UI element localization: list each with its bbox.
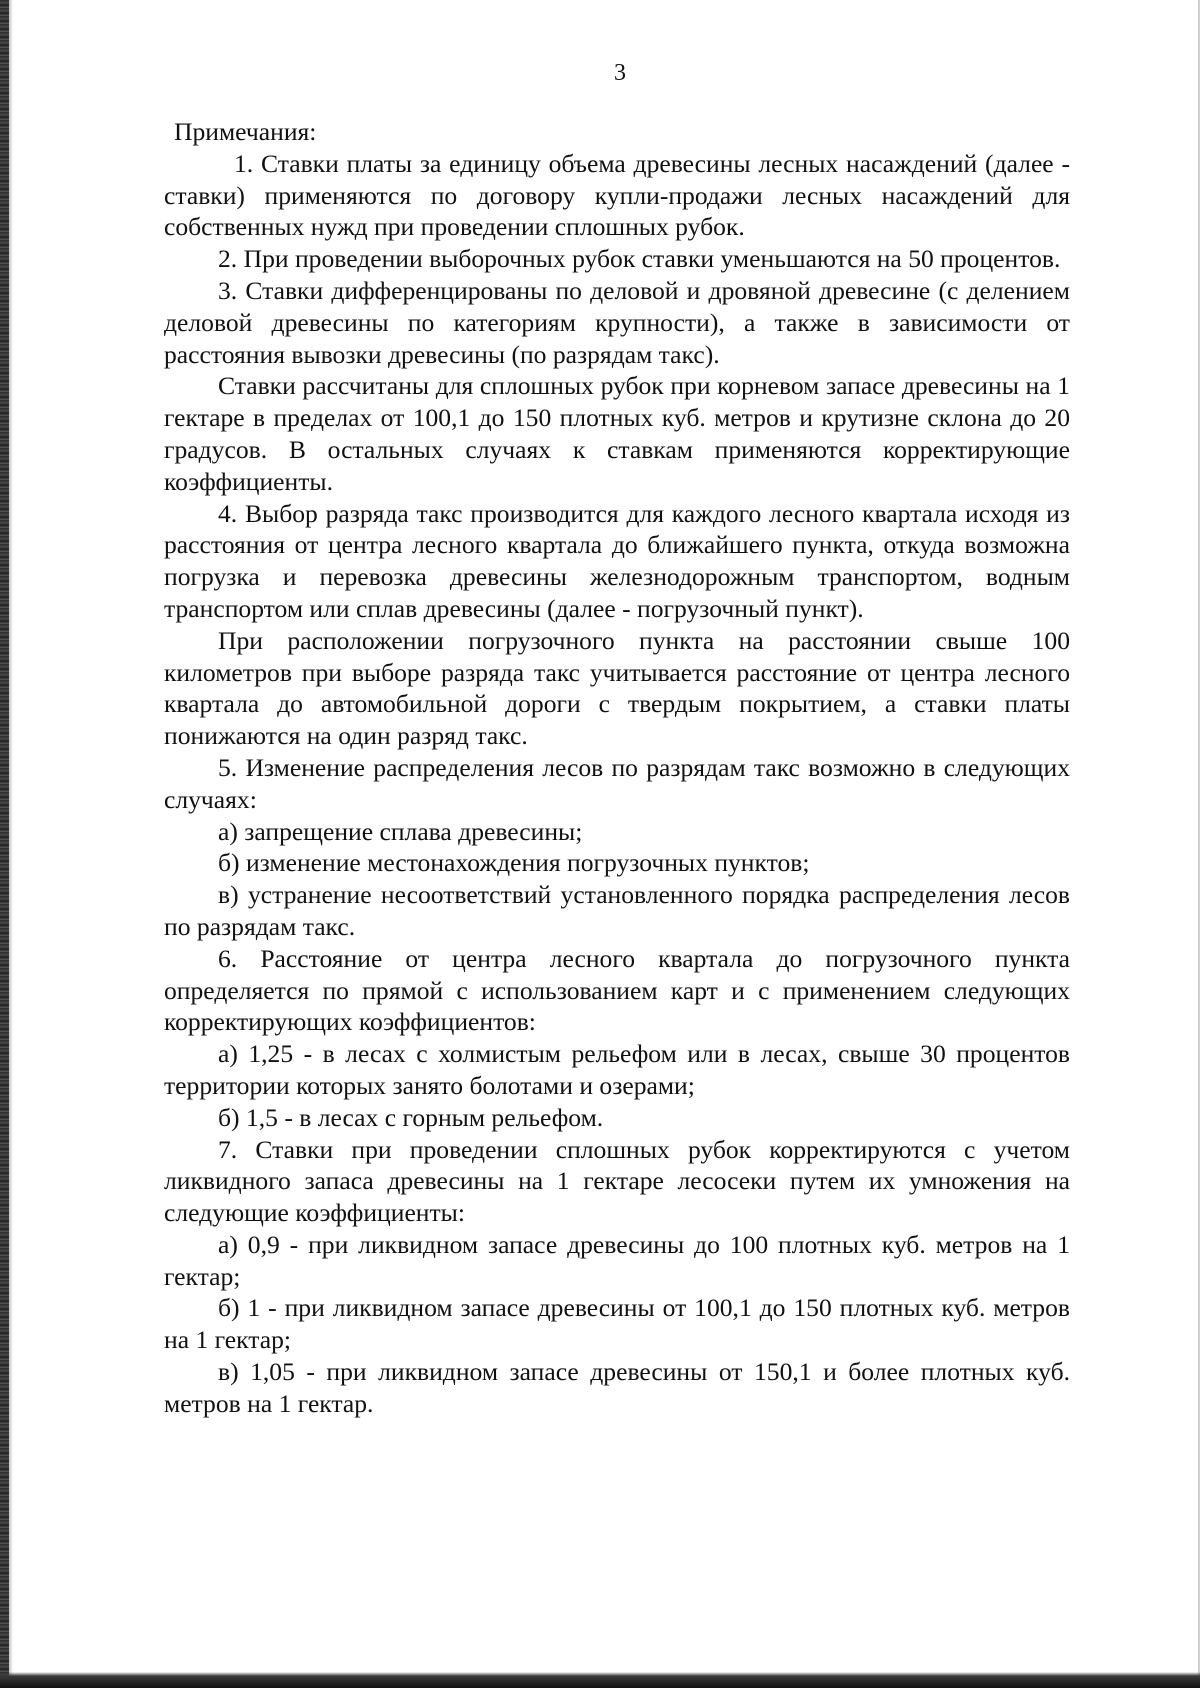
- notes-body: [164, 116, 1070, 1420]
- scan-left-edge: [0, 0, 9, 1688]
- note-item-6a: а) 1,25 - в лесах с холмистым рельефом или в лесах, свыше 30 процентов территории которых занято болотами и озерами;: [164, 1039, 1070, 1100]
- note-paragraph-5: 5. Изменение распределения лесов по разрядам такс возможно в следующих случаях:: [164, 752, 1070, 814]
- note-paragraph-4: 4. Выбор разряда такс производится для каждого лесного квартала исходя из расстояния от центра лесного квартала до ближайшего пункта, откуда возможна погрузка и перевозка древесины железнодорожным транспортом, водным транспортом или сплав древесины (далее - погрузочный пункт).: [164, 498, 1070, 623]
- note-paragraph-3: 3. Ставки дифференцированы по деловой и дровяной древесине (с делением деловой древесины по категориям крупности), а также в зависимости от расстояния вывозки древесины (по разрядам такс).: [164, 275, 1070, 369]
- note-item-5b: б) изменение местонахождения погрузочных пунктов;: [218, 848, 810, 878]
- note-paragraph-4-detail: При расположении погрузочного пункта на расстоянии свыше 100 километров при выборе разряда такс учитывается расстояние от центра лесного квартала до автомобильной дороги с твердым покрытием, а ставки платы понижаются на один разряд такс.: [164, 625, 1070, 751]
- note-item-5c: в) устранение несоответствий установленного порядка распределения лесов по разрядам такс.: [164, 880, 1070, 941]
- scan-bottom-edge: [0, 1672, 1200, 1688]
- note-paragraph-3-detail: Ставки рассчитаны для сплошных рубок при корневом запасе древесины на 1 гектаре в пределах от 100,1 до 150 плотных куб. метров и крутизне склона до 20 градусов. В остальных случаях к ставкам применяются корректирующие коэффициенты.: [164, 371, 1070, 496]
- note-item-5a: а) запрещение сплава древесины;: [218, 816, 583, 846]
- note-item-7a: а) 0,9 - при ликвидном запасе древесины до 100 плотных куб. метров на 1 гектар;: [164, 1229, 1070, 1291]
- page-number: 3: [614, 60, 626, 86]
- notes-heading: Примечания:: [174, 117, 317, 146]
- note-paragraph-7: 7. Ставки при проведении сплошных рубок корректируются с учетом ликвидного запаса древесины на 1 гектаре лесосеки путем их умножения на следующие коэффициенты:: [164, 1134, 1070, 1228]
- note-paragraph-2: 2. При проведении выборочных рубок ставки уменьшаются на 50 процентов.: [218, 244, 1061, 274]
- note-item-6b: б) 1,5 - в лесах с горным рельефом.: [218, 1102, 604, 1132]
- note-paragraph-1: 1. Ставки платы за единицу объема древесины лесных насаждений (далее - ставки) применяются по договору купли-продажи лесных насаждений для собственных нужд при проведении сплошных рубок.: [164, 148, 1070, 242]
- scan-left-shadow: [9, 0, 13, 1688]
- note-paragraph-6: 6. Расстояние от центра лесного квартала до погрузочного пункта определяется по прямой с использованием карт и с применением следующих корректирующих коэффициентов:: [164, 943, 1070, 1037]
- note-item-7b: б) 1 - при ликвидном запасе древесины от 100,1 до 150 плотных куб. метров на 1 гектар;: [164, 1293, 1070, 1355]
- note-item-7c: в) 1,05 - при ликвидном запасе древесины от 150,1 и более плотных куб. метров на 1 гектар.: [164, 1357, 1070, 1418]
